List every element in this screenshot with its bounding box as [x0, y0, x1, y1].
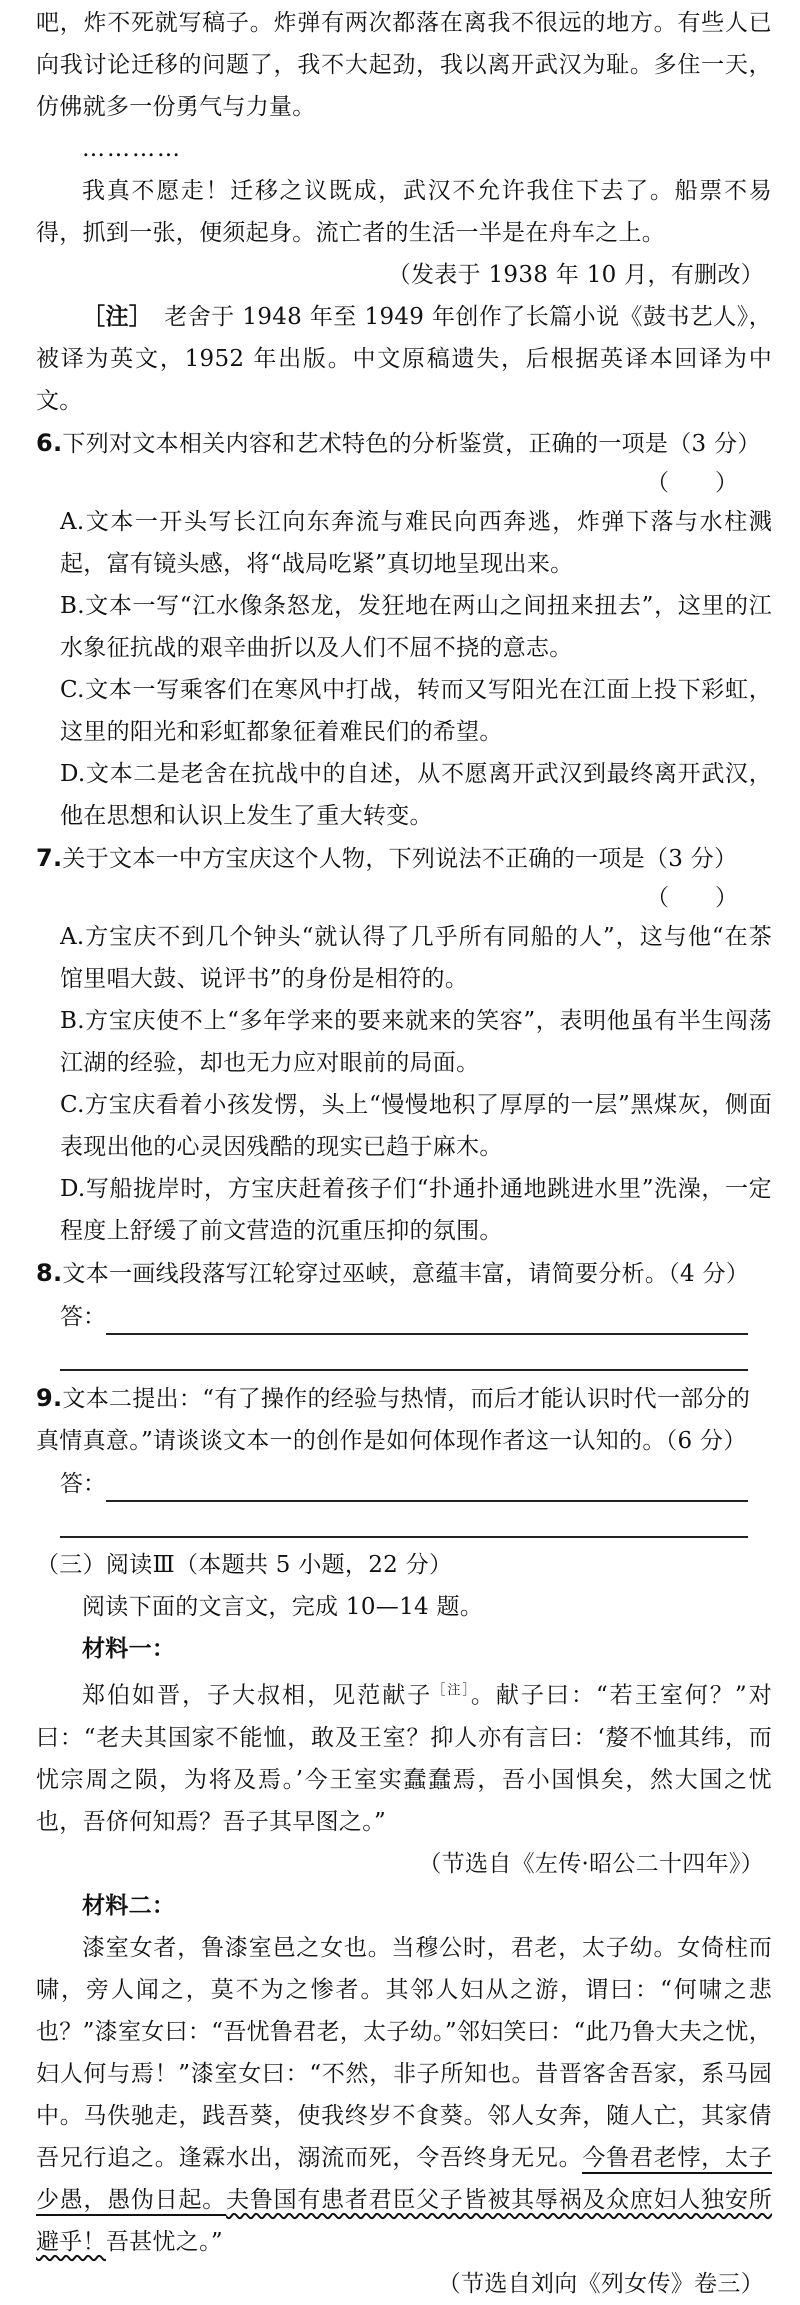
answer-field[interactable] — [60, 1295, 772, 1335]
question-text: 文本一画线段落写江轮穿过巫峡，意蕴丰富，请简要分析。（4 分） — [62, 1261, 750, 1287]
ellipsis: ………… — [82, 136, 182, 162]
option-c[interactable]: C.方宝庆看着小孩发愣，头上“慢慢地积了厚厚的一层”黑煤灰，侧面表现出他的心灵因残酷的现实已趋于麻木。 — [60, 1092, 772, 1160]
section-title: （三）阅读Ⅲ（本题共 5 小题，22 分） — [36, 1552, 453, 1578]
option-b[interactable]: B.方宝庆使不上“多年学来的要来就来的笑容”，表明他虽有半生闯荡江湖的经验，却也无力应对眼前的局面。 — [60, 1008, 772, 1076]
option-d[interactable]: D.写船拢岸时，方宝庆赶着孩子们“扑通扑通地跳进水里”洗澡，一定程度上舒缓了前文营造的沉重压抑的氛围。 — [60, 1176, 772, 1244]
question-9-stem — [36, 1377, 772, 1462]
question-number: 7. — [36, 844, 63, 872]
material-1-title: 材料一： — [82, 1635, 176, 1662]
classical-text: 漆室女者，鲁漆室邑之女也。当穆公时，君老，太子幼。女倚柱而啸，旁人闻之，莫不为之惨者。其邻人妇从之游，谓曰：“何啸之悲也？”漆室女曰：“吾忧鲁君老，太子幼。”邻妇笑曰：“此乃鲁大夫之忧，妇人何与焉！”漆室女曰：“不然，非子所知也。昔晋客舍吾家，系马园中。马佚驰走，践吾葵，使我终岁不食葵。邻人女奔，随人亡，其家倩吾兄行追之。逢霖水出，溺流而死，令吾终身无兄。 — [36, 1934, 772, 2171]
passage-source: （发表于 1938 年 10 月，有删改） — [387, 262, 764, 288]
passage-paragraph: 吧，炸不死就写稿子。炸弹有两次都落在离我不很远的地方。有些人已向我讨论迁移的问题了，我不大起劲，我以离开武汉为耻。多住一天，仿佛就多一份勇气与力量。 — [36, 10, 772, 120]
passage-note — [36, 296, 772, 422]
note-label: ［注］ — [82, 303, 141, 330]
classical-text: 。献子曰：“若王室何？”对曰：“老夫其国家不能恤，敢及王室？抑人亦有言曰：‘嫠不恤其纬，而忧宗周之陨，为将及焉。’今王室实蠢蠢焉，吾小国惧矣，然大国之忧也，吾侪何知焉？吾子其早图之。” — [36, 1682, 772, 1835]
material-1-text — [36, 1670, 772, 1843]
answer-line[interactable] — [60, 1335, 748, 1371]
question-8-stem — [36, 1252, 772, 1295]
straight-underlined-sentence: 今鲁君老悖，太子少愚，愚伪日起。 — [36, 2145, 772, 2216]
answer-field[interactable] — [60, 1462, 772, 1502]
note-text: 老舍于 1948 年至 1949 年创作了长篇小说《鼓书艺人》，被译为英文，1952 年出版。中文原稿遗失，后根据英译本回译为中文。 — [36, 304, 772, 414]
option-d[interactable]: D.文本二是老舍在抗战中的自述，从不愿离开武汉到最终离开武汉，他在思想和认识上发生了重大转变。 — [60, 761, 772, 829]
material-2-source: （节选自刘向《列女传》卷三） — [437, 2270, 764, 2297]
answer-label: 答： — [60, 1471, 106, 1497]
material-1-source: （节选自《左传·昭公二十四年》） — [418, 1850, 764, 1877]
option-b[interactable]: B.文本一写“江水像条怒龙，发狂地在两山之间扭来扭去”，这里的江水象征抗战的艰辛曲折以及人们不屈不挠的意志。 — [60, 593, 772, 661]
wavy-underlined-sentence: 夫鲁国有患者君臣父子皆被其辱祸及众庶妇人独安所避乎！ — [36, 2186, 772, 2255]
classical-text: 郑伯如晋，子大叔相，见范献子 — [82, 1682, 433, 1709]
answer-label: 答： — [60, 1304, 106, 1330]
answer-line[interactable] — [106, 1470, 748, 1502]
answer-line[interactable] — [106, 1303, 748, 1335]
answer-parentheses[interactable]: （ ） — [646, 470, 738, 496]
material-2-title: 材料二： — [82, 1891, 176, 1919]
question-7-stem — [36, 837, 772, 880]
section-instruction: 阅读下面的文言文，完成 10—14 题。 — [82, 1594, 484, 1620]
passage-paragraph: 我真不愿走！迁移之议既成，武汉不允许我住下去了。船票不易得，抓到一张，便须起身。流亡者的生活一半是在舟车之上。 — [36, 178, 772, 246]
answer-line[interactable] — [60, 1502, 748, 1538]
question-text: 文本二提出：“有了操作的经验与热情，而后才能认识时代一部分的真情真意。”请谈谈文本一的创作是如何体现作者这一认知的。（6 分） — [36, 1386, 751, 1454]
question-text: 关于文本一中方宝庆这个人物，下列说法不正确的一项是（3 分） — [62, 846, 738, 872]
note-marker: ［注］ — [432, 1683, 471, 1698]
question-text: 下列对文本相关内容和艺术特色的分析鉴赏，正确的一项是（3 分） — [62, 431, 761, 457]
answer-parentheses[interactable]: （ ） — [646, 885, 738, 911]
option-a[interactable]: A.文本一开头写长江向东奔流与难民向西奔逃，炸弹下落与水柱溅起，富有镜头感，将“战局吃紧”真切地呈现出来。 — [60, 509, 772, 577]
classical-text: 吾甚忧之。” — [105, 2228, 223, 2255]
question-number: 8. — [36, 1259, 63, 1287]
question-6-stem — [36, 422, 772, 465]
option-c[interactable]: C.文本一写乘客们在寒风中打战，转而又写阳光在江面上投下彩虹，这里的阳光和彩虹都象征着难民们的希望。 — [60, 677, 772, 745]
material-2-text — [36, 1927, 772, 2263]
option-a[interactable]: A.方宝庆不到几个钟头“就认得了几乎所有同船的人”，这与他“在茶馆里唱大鼓、说评书”的身份是相符的。 — [60, 924, 772, 992]
question-number: 6. — [36, 429, 63, 457]
question-number: 9. — [36, 1384, 63, 1412]
